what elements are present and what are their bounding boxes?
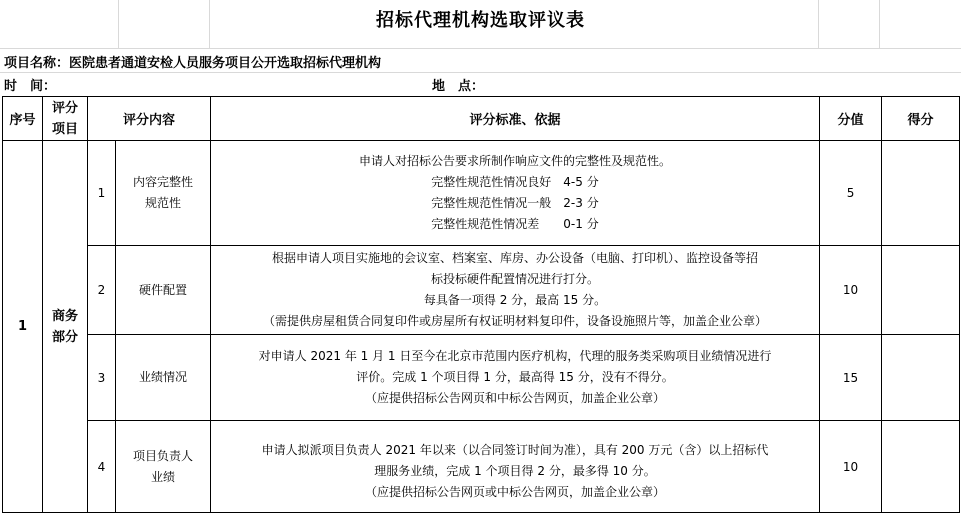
row-criteria xyxy=(211,246,820,335)
group-category-line: 商务 xyxy=(51,308,78,324)
row-criteria xyxy=(211,421,820,513)
group-category-line: 部分 xyxy=(51,329,78,345)
table-row xyxy=(3,246,960,335)
row-criteria xyxy=(211,141,820,246)
criteria-line: 每具备一项得 2 分，最高 15 分。 xyxy=(423,293,607,307)
row-points: 10 xyxy=(820,421,882,513)
header-points: 分值 xyxy=(820,97,882,141)
criteria-line: 完整性规范性情况差 0-1 分 xyxy=(431,217,599,231)
page-title: 招标代理机构选取评议表 xyxy=(376,10,585,31)
row-content xyxy=(116,246,211,335)
header-no: 序号 xyxy=(3,97,43,141)
header-content: 评分内容 xyxy=(88,97,211,141)
row-score-cell[interactable] xyxy=(882,141,960,246)
time-label: 时 间： xyxy=(4,79,57,94)
criteria-line: 完整性规范性情况一般 2-3 分 xyxy=(431,196,599,210)
header-row xyxy=(3,97,960,141)
header-category-line: 评分 xyxy=(51,100,78,116)
criteria-line: 根据申请人项目实施地的会议室、档案室、库房、办公设备（电脑、打印机）、监控设备等招 xyxy=(272,251,759,265)
row-index: 2 xyxy=(88,246,116,335)
criteria-line: 标投标硬件配置情况进行打分。 xyxy=(431,272,600,286)
row-content-line: 规范性 xyxy=(145,196,182,210)
row-score-cell[interactable] xyxy=(882,335,960,421)
row-content-line: 业绩情况 xyxy=(139,370,188,384)
row-content-line: 内容完整性 xyxy=(133,175,194,189)
criteria-line: 申请人拟派项目负责人 2021 年以来（以合同签订时间为准），具有 200 万元（含）以上招标代 xyxy=(261,443,769,457)
row-points: 5 xyxy=(820,141,882,246)
location-label: 地 点： xyxy=(432,79,485,94)
criteria-line: （应提供招标公告网页或中标公告网页，加盖企业公章） xyxy=(365,485,666,499)
criteria-line: 理服务业绩，完成 1 个项目得 2 分，最多得 10 分。 xyxy=(374,464,656,478)
criteria-line: 对申请人 2021 年 1 月 1 日至今在北京市范围内医疗机构，代理的服务类采购项目业绩情况进行 xyxy=(258,349,772,363)
table-row xyxy=(3,421,960,513)
gridline xyxy=(0,48,961,49)
row-criteria xyxy=(211,335,820,421)
row-score-cell[interactable] xyxy=(882,421,960,513)
row-content xyxy=(116,141,211,246)
row-content-line: 硬件配置 xyxy=(139,282,188,297)
evaluation-table xyxy=(2,96,960,513)
row-points: 15 xyxy=(820,335,882,421)
project-name: 项目名称：医院患者通道安检人员服务项目公开选取招标代理机构 xyxy=(4,56,382,71)
criteria-line: （需提供房屋租赁合同复印件或房屋所有权证明材料复印件，设备设施照片等，加盖企业公章） xyxy=(263,314,768,328)
header-criteria: 评分标准、依据 xyxy=(211,97,820,141)
row-content xyxy=(116,335,211,421)
table-row xyxy=(3,141,960,246)
row-index: 1 xyxy=(88,141,116,246)
header-score: 得分 xyxy=(882,97,960,141)
gridline xyxy=(0,72,961,73)
criteria-line: 评价。完成 1 个项目得 1 分，最高得 15 分，没有不得分。 xyxy=(356,370,674,384)
criteria-line: 申请人对招标公告要求所制作响应文件的完整性及规范性。 xyxy=(359,154,672,168)
row-content xyxy=(116,421,211,513)
criteria-line: 完整性规范性情况良好 4-5 分 xyxy=(431,175,599,189)
row-points: 10 xyxy=(820,246,882,335)
header-category-line: 项目 xyxy=(51,121,78,137)
table-row xyxy=(3,335,960,421)
row-index: 3 xyxy=(88,335,116,421)
row-index: 4 xyxy=(88,421,116,513)
row-score-cell[interactable] xyxy=(882,246,960,335)
row-content-line: 业绩 xyxy=(151,469,176,484)
criteria-line: （应提供招标公告网页和中标公告网页，加盖企业公章） xyxy=(365,391,666,405)
row-content-line: 项目负责人 xyxy=(133,448,194,463)
header-category xyxy=(43,97,88,141)
group-no: 1 xyxy=(3,141,43,513)
group-category xyxy=(43,141,88,513)
